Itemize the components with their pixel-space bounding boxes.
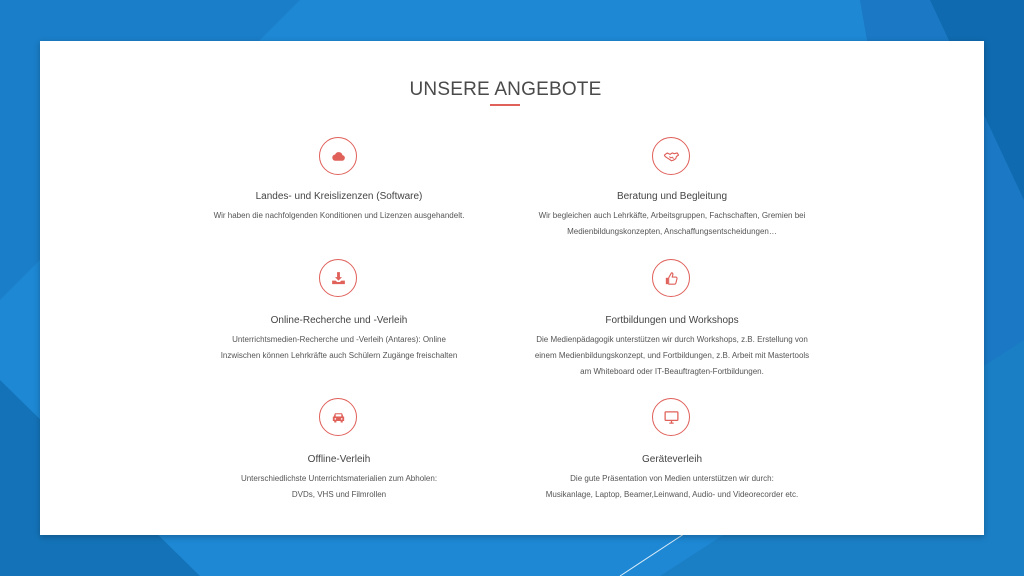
handshake-icon[interactable] <box>652 137 690 175</box>
thumbs-up-icon[interactable] <box>652 259 690 297</box>
monitor-icon[interactable] <box>652 398 690 436</box>
title-underline <box>490 104 520 106</box>
offer-title-licenses: Landes- und Kreislizenzen (Software) <box>255 191 423 202</box>
offer-title-devices: Geräteverleih <box>641 454 703 465</box>
offer-title-training: Fortbildungen und Workshops <box>605 315 739 326</box>
cloud-icon[interactable] <box>319 137 357 175</box>
download-icon[interactable] <box>319 259 357 297</box>
section-title: UNSERE ANGEBOTE <box>409 79 602 100</box>
offer-title-offline: Offline-Verleih <box>307 454 371 465</box>
offer-desc-devices: Die gute Präsentation von Medien unterstützen wir durch: Musikanlage, Laptop, Beamer,Leinwand, Audio- und Videorecorder etc. <box>545 474 799 499</box>
offer-desc-training: Die Medienpädagogik unterstützen wir durch Workshops, z.B. Erstellung von einem Medienbildungskonzept, und Fortbildungen, z.B. Arbeit mit Mastertools am Whiteboard oder IT-Beauftragten-Fortbildungen. <box>534 335 810 376</box>
car-icon[interactable] <box>319 398 357 436</box>
offer-desc-licenses: Wir haben die nachfolgenden Konditionen und Lizenzen ausgehandelt. <box>213 211 465 220</box>
offer-desc-consulting: Wir begleichen auch Lehrkäfte, Arbeitsgruppen, Fachschaften, Gremien bei Medienbildungskonzepten, Anschaffungsentscheidungen… <box>538 211 806 236</box>
offer-desc-online: Unterrichtsmedien-Recherche und -Verleih (Antares): Online Inzwischen können Lehrkräfte auch Schülern Zugänge freischalten <box>220 335 458 360</box>
offer-title-online: Online-Recherche und -Verleih <box>270 315 408 326</box>
offer-title-consulting: Beratung und Begleitung <box>616 191 728 202</box>
offer-desc-offline: Unterschiedlichste Unterrichtsmaterialien zum Abholen: DVDs, VHS und Filmrollen <box>240 474 438 499</box>
